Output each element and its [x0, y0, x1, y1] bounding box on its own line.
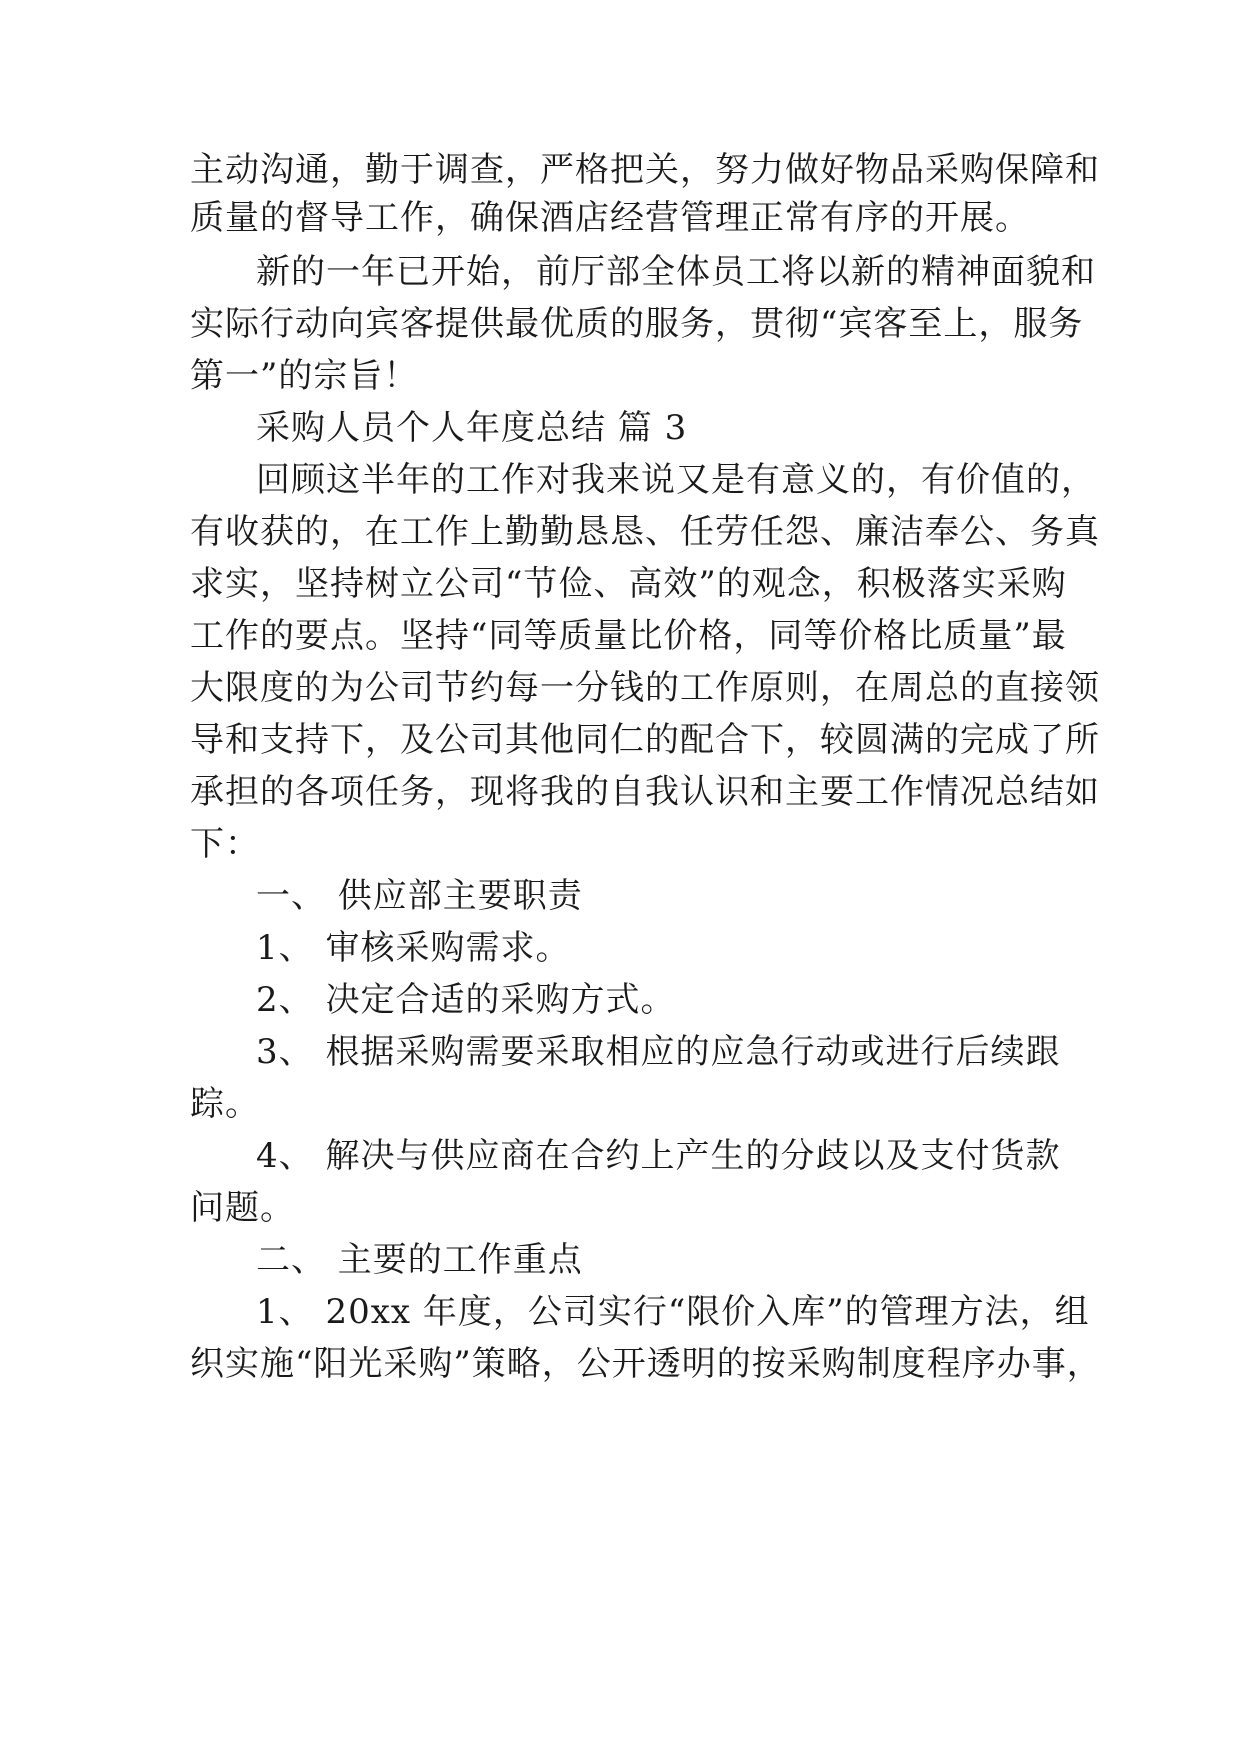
- list-item: 2、 决定合适的采购方式。: [256, 980, 676, 1020]
- paragraph-line: 有收获的，在工作上勤勤恳恳、任劳任怨、廉洁奉公、务真: [190, 512, 1100, 552]
- paragraph-line: 求实，坚持树立公司“节俭、高效”的观念，积极落实采购: [190, 564, 1067, 604]
- paragraph-line: 第一”的宗旨！: [190, 356, 419, 396]
- paragraph-line: 工作的要点。坚持“同等质量比价格，同等价格比质量”最: [190, 616, 1067, 656]
- list-item: 4、 解决与供应商在合约上产生的分歧以及支付货款: [256, 1136, 1061, 1176]
- paragraph-line: 下：: [190, 824, 260, 864]
- paragraph-line: 新的一年已开始，前厅部全体员工将以新的精神面貌和: [256, 252, 1096, 292]
- paragraph-line: 主动沟通，勤于调查，严格把关，努力做好物品采购保障和: [190, 150, 1100, 190]
- list-item: 踪。: [190, 1084, 260, 1124]
- list-item: 织实施“阳光采购”策略，公开透明的按采购制度程序办事，: [190, 1344, 1102, 1384]
- paragraph-line: 承担的各项任务，现将我的自我认识和主要工作情况总结如: [190, 772, 1100, 812]
- list-item: 1、 审核采购需求。: [256, 928, 571, 968]
- list-item: 1、 20xx 年度，公司实行“限价入库”的管理方法，组: [256, 1292, 1090, 1332]
- list-item: 3、 根据采购需要采取相应的应急行动或进行后续跟: [256, 1032, 1061, 1072]
- paragraph-line: 实际行动向宾客提供最优质的服务，贯彻“宾客至上，服务: [190, 304, 1084, 344]
- section-title: 采购人员个人年度总结 篇 3: [256, 408, 688, 448]
- paragraph-line: 质量的督导工作，确保酒店经营管理正常有序的开展。: [190, 198, 1030, 238]
- heading-line: 二、 主要的工作重点: [256, 1240, 583, 1280]
- paragraph-line: 大限度的为公司节约每一分钱的工作原则，在周总的直接领: [190, 668, 1100, 708]
- list-item: 问题。: [190, 1188, 295, 1228]
- heading-line: 一、 供应部主要职责: [256, 876, 583, 916]
- paragraph-line: 导和支持下，及公司其他同仁的配合下，较圆满的完成了所: [190, 720, 1100, 760]
- paragraph-line: 回顾这半年的工作对我来说又是有意义的，有价值的，: [256, 460, 1096, 500]
